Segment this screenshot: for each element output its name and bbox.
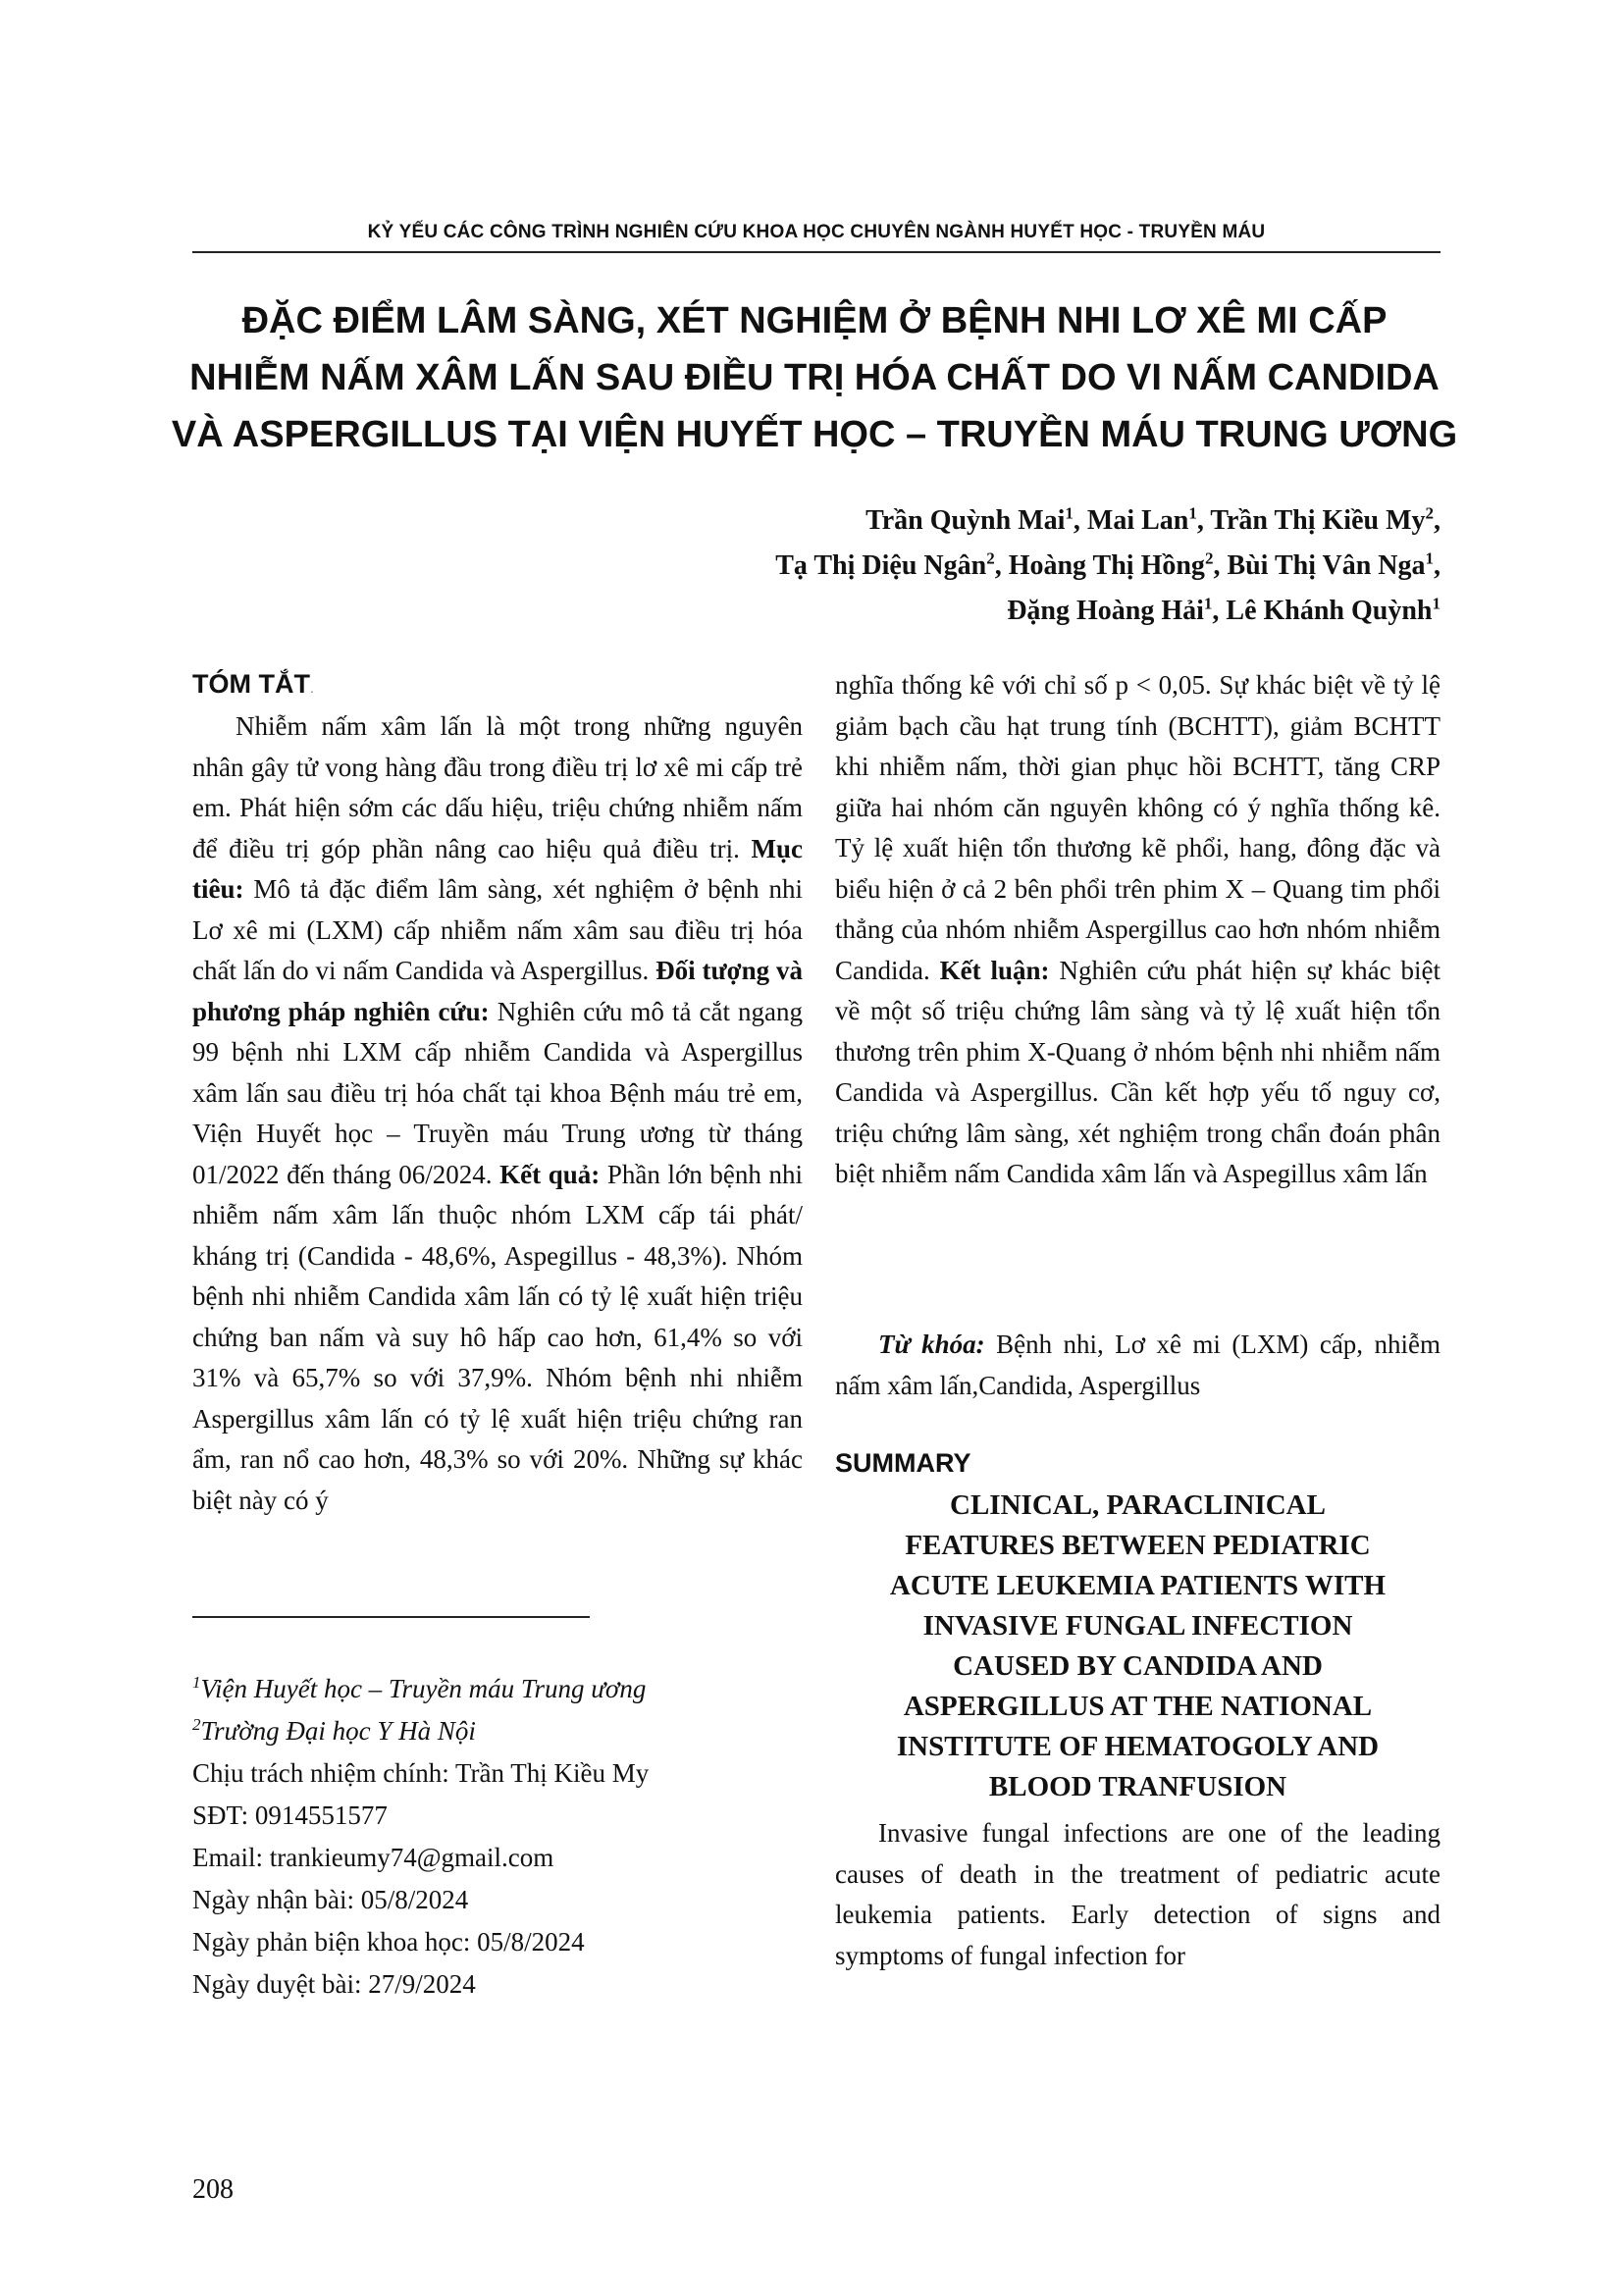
affiliation-1 <box>192 1668 803 1710</box>
running-head: KỶ YẾU CÁC CÔNG TRÌNH NGHIÊN CỨU KHOA HỌC CHUYÊN NGÀNH HUYẾT HỌC - TRUYỀN MÁU <box>367 222 1266 242</box>
footnote-rule <box>192 1616 590 1618</box>
summary-title-line: ACUTE LEUKEMIA PATIENTS WITH <box>889 1570 1387 1601</box>
author-name: , Hoàng Thị Hồng <box>994 550 1205 581</box>
summary-title-line: FEATURES BETWEEN PEDIATRIC <box>905 1530 1371 1561</box>
title-line-2: NHIỄM NẤM XÂM LẤN SAU ĐIỀU TRỊ HÓA CHẤT DO VI NẤM CANDIDA <box>189 357 1440 398</box>
author-line-1 <box>775 498 1441 544</box>
results-label: Kết quả: <box>499 1159 601 1189</box>
author-affiliation: 2 <box>1204 548 1214 568</box>
email: Email: trankieumy74@gmail.com <box>192 1843 554 1872</box>
abstract-text: Nhiễm nấm xâm lấn là một trong những nguyên nhân gây tử vong hàng đầu trong điều trị lơ xê mi cấp trẻ em. Phát hiện sớm các dấu hiệu, triệu chứng nhiễm nấm để điều trị góp phần nâng cao hiệu quả điều trị. <box>192 711 803 863</box>
keywords-label: Từ khóa: <box>878 1330 985 1359</box>
date-reviewed: Ngày phản biện khoa học: 05/8/2024 <box>192 1927 585 1957</box>
summary-title-line: CAUSED BY CANDIDA AND <box>953 1650 1323 1682</box>
page-number: 208 <box>192 2174 234 2205</box>
abstract-text: Phần lớn bệnh nhi nhiễm nấm xâm lấn thuộc nhóm LXM cấp tái phát/ kháng trị (Candida - 48,6%, Aspegillus - 48,3%). Nhóm bệnh nhi nhiễm Candida xâm lấn có tỷ lệ xuất hiện triệu chứng ban nấm và suy hô hấp cao hơn, 61,4% so với 31% và 65,7% so với 37,9%. Nhóm bệnh nhi nhiễm Aspergillus xâm lấn có tỷ lệ xuất hiện triệu chứng ran ẩm, ran nổ cao hơn, 48,3% so với 20%. Những sự khác biệt này có ý <box>192 1159 804 1515</box>
author-separator: , <box>1434 505 1441 536</box>
abstract-heading-dot: . <box>309 680 314 696</box>
summary-heading: SUMMARY <box>835 1448 971 1478</box>
affiliation-1-text: Viện Huyết học – Truyền máu Trung ương <box>200 1674 647 1703</box>
abstract-paragraph-vi-continued <box>835 665 1441 1195</box>
title-line-1: ĐẶC ĐIỂM LÂM SÀNG, XÉT NGHIỆM Ở BỆNH NHI LƠ XÊ MI CẤP <box>241 300 1388 341</box>
author-name: Đặng Hoàng Hải <box>1007 596 1204 626</box>
author-name: , Bùi Thị Vân Nga <box>1213 550 1426 581</box>
author-affiliation: 1 <box>1425 548 1434 568</box>
summary-title-line: ASPERGILLUS AT THE NATIONAL <box>903 1691 1373 1722</box>
author-affiliation: 1 <box>1065 503 1074 523</box>
title-line-3: VÀ ASPERGILLUS TẠI VIỆN HUYẾT HỌC – TRUYỀN MÁU TRUNG ƯƠNG <box>171 414 1458 455</box>
summary-title-line: INSTITUTE OF HEMATOGOLY AND <box>896 1731 1380 1762</box>
affiliation-2-text: Trường Đại học Y Hà Nội <box>200 1716 476 1746</box>
author-name: , Lê Khánh Quỳnh <box>1212 596 1433 626</box>
conclusion-label: Kết luận: <box>939 955 1050 985</box>
author-line-2 <box>775 544 1441 589</box>
author-name: , Mai Lan <box>1073 505 1189 536</box>
summary-title-line: BLOOD TRANFUSION <box>988 1771 1287 1802</box>
summary-title-line: INVASIVE FUNGAL INFECTION <box>922 1610 1353 1642</box>
summary-title <box>835 1486 1441 1807</box>
phone: SĐT: 0914551577 <box>192 1800 388 1830</box>
article-title <box>167 292 1462 463</box>
summary-body: Invasive fungal infections are one of the leading causes of death in the treatment of pediatric acute leukemia patients. Early detection of signs and symptoms of fungal infection for <box>835 1818 1441 1970</box>
keywords-text: Bệnh nhi, Lơ xê mi (LXM) cấp, nhiễm nấm xâm lấn,Candida, Aspergillus <box>835 1330 1441 1400</box>
objective-label: Mục tiêu: <box>192 833 803 904</box>
author-affiliation: 1 <box>1432 594 1441 613</box>
author-affiliation: 1 <box>1188 503 1197 523</box>
affiliation-1-number: 1 <box>192 1673 201 1692</box>
abstract-heading <box>192 669 314 700</box>
author-separator: , <box>1434 550 1441 581</box>
header-rule <box>192 251 1441 253</box>
methods-label: Đối tượng và phương pháp nghiên cứu: <box>192 956 803 1026</box>
abstract-text: Mô tả đặc điểm lâm sàng, xét nghiệm ở bệnh nhi Lơ xê mi (LXM) cấp nhiễm nấm xâm sau điều trị hóa chất lấn do vi nấm Candida và Aspergillus. <box>192 874 803 985</box>
affiliation-2-number: 2 <box>192 1715 201 1734</box>
author-affiliation: 1 <box>1203 594 1213 613</box>
footnotes <box>192 1668 803 2006</box>
author-list <box>775 498 1441 634</box>
author-name: Tạ Thị Diệu Ngân <box>775 550 987 581</box>
abstract-paragraph-vi <box>192 706 803 1521</box>
author-line-3 <box>775 589 1441 634</box>
date-accepted: Ngày duyệt bài: 27/9/2024 <box>192 1969 476 1999</box>
abstract-heading-text: TÓM TẮT <box>192 669 310 699</box>
keywords <box>835 1325 1441 1406</box>
author-name: Trần Quỳnh Mai <box>865 505 1066 536</box>
abstract-text: Nghiên cứu mô tả cắt ngang 99 bệnh nhi LXM cấp nhiễm Candida và Aspergillus xâm lấn sau điều trị hóa chất tại khoa Bệnh máu trẻ em, Viện Huyết học – Truyền máu Trung ương từ tháng 01/2022 đến tháng 06/2024. <box>192 996 803 1189</box>
date-received: Ngày nhận bài: 05/8/2024 <box>192 1885 469 1914</box>
author-name: , Trần Thị Kiều My <box>1196 505 1426 536</box>
corresponding-author: Chịu trách nhiệm chính: Trần Thị Kiều My <box>192 1758 650 1788</box>
author-affiliation: 2 <box>1425 503 1434 523</box>
summary-title-line: CLINICAL, PARACLINICAL <box>950 1489 1326 1521</box>
affiliation-2 <box>192 1710 803 1752</box>
abstract-text: Nghiên cứu phát hiện sự khác biệt về một số triệu chứng lâm sàng và tỷ lệ xuất hiện tổn thương trên phim X-Quang ở nhóm bệnh nhi nhiễm nấm Candida và Aspergillus. Cần kết hợp yếu tố nguy cơ, triệu chứng lâm sàng, xét nghiệm trong chẩn đoán phân biệt nhiễm nấm Candida xâm lấn và Aspegillus xâm lấn <box>835 955 1441 1188</box>
abstract-text: nghĩa thống kê với chỉ số p < 0,05. Sự khác biệt về tỷ lệ giảm bạch cầu hạt trung tính (BCHTT), giảm BCHTT khi nhiễm nấm, thời gian phục hồi BCHTT, tăng CRP giữa hai nhóm căn nguyên không có ý nghĩa thống kê. Tỷ lệ xuất hiện tổn thương kẽ phổi, hang, đông đặc và biểu hiện ở cả 2 bên phổi trên phim X – Quang tim phổi thẳng của nhóm nhiễm Aspergillus cao hơn nhóm nhiễm Candida. <box>835 670 1441 985</box>
author-affiliation: 2 <box>986 548 995 568</box>
